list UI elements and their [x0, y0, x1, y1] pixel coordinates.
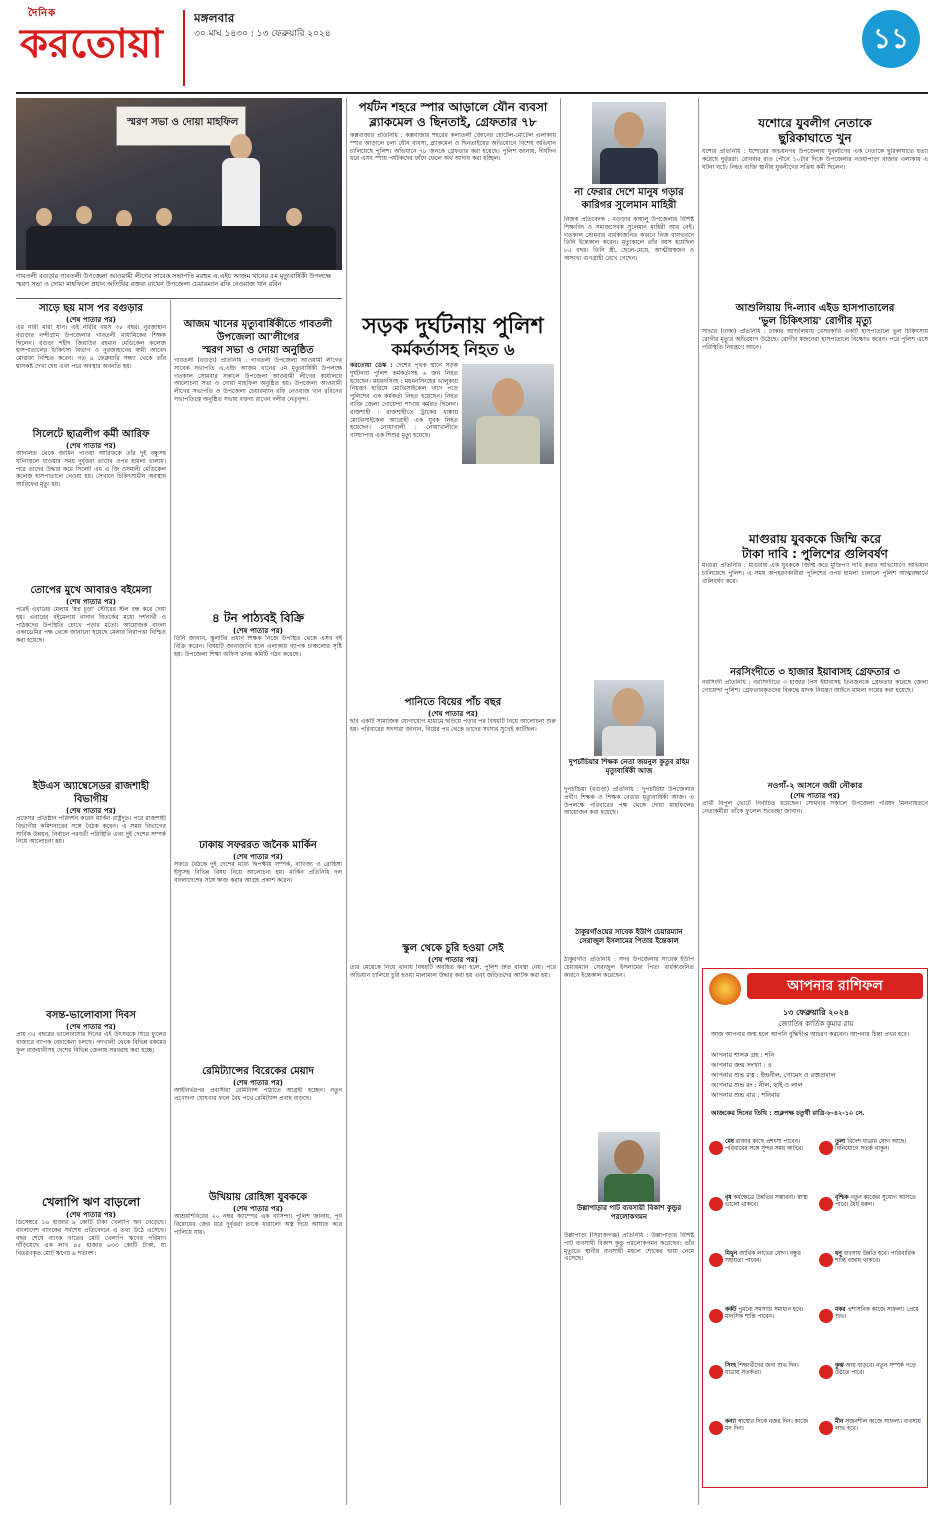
article-body: আইনির্ভরপর প্রবাসীরা রেমিট্যান্স পাঠাতে আগ্রহী হচ্ছেন। নতুন প্রণোদনা ঘোষণার ফলে বৈধ পথে রেমিট্যান্স প্রবাহ বাড়ছে।	[174, 1087, 342, 1102]
article-headline-line2: ছুরিকাঘাতে খুন	[778, 131, 852, 145]
main-headline-line2: কর্মকর্তাসহ নিহত ৬	[391, 340, 515, 359]
continuation-note: (শেষ পাতার পর)	[66, 315, 116, 324]
cancer-icon	[709, 1309, 723, 1323]
article-headline: উখিয়ায় রোহিঙ্গা যুবককে	[208, 1192, 308, 1203]
zodiac-sign-gemini	[709, 1251, 813, 1289]
divider	[16, 298, 342, 299]
audience-head	[156, 208, 172, 226]
horoscope-title: আপনার রাশিফল	[747, 973, 923, 999]
article-headline: খেলাপি ঋণ বাড়লো	[41, 1195, 141, 1209]
banner-text: স্মরণ সভা ও দোয়া মাহফিল	[127, 117, 239, 128]
sign-forecast: প্রশাসনিক কাজে সাফল্য। প্রেমে শুভ।	[835, 1307, 919, 1320]
column-divider	[346, 98, 347, 1505]
article-headline: সাড়ে ছয় মাস পর বগুড়ার	[39, 303, 143, 314]
sign-forecast: শিক্ষার্থীদের জন্য শুভ দিন। যাত্রায় সতর্কতা।	[725, 1363, 799, 1376]
continuation-note: (শেষ পাতার পর)	[790, 791, 840, 800]
header-rule	[16, 92, 928, 94]
sign-forecast: আয় বাড়বে। নতুন সম্পর্ক গড়ে উঠতে পারে।	[835, 1363, 916, 1376]
article-body: নরসিংদী প্রতিনিধি : নরসিংদীতে ৩ হাজার পিস ইয়াবাসহ তিনজনকে গ্রেফতার করেছে জেলা গোয়েন্দা পুলিশ। গ্রেফতারকৃতদের বিরুদ্ধে মাদক নিয়ন্ত্রণ আইনে মামলা দায়ের করা হয়েছে।	[702, 679, 928, 694]
sign-forecast: রাজার কাছে প্রশংসা পাবেন। পরিবারের সঙ্গে সুন্দর সময় কাটবে।	[725, 1139, 804, 1152]
sign-forecast: স্বাস্থ্যের দিকে নজর দিন। কাজে মন দিন।	[725, 1419, 808, 1432]
article-headline: ইউএস অ্যাম্বেসেডর রাজশাহী বিভাগীয়	[32, 781, 150, 805]
column-4	[564, 98, 694, 1505]
sign-name: বৃষ	[725, 1195, 732, 1201]
zodiac-sign-libra	[819, 1139, 923, 1177]
article-body: আদালত থেকে জামিন পাওয়া আরিফকে তাঁর দুই বন্ধুসহ ঘটনাস্থলে যাওয়ার সময় দুর্বৃত্তরা তাদের ওপর হামলা চালায়। পরে তাদের উদ্ধার করে সিলেট এম এ জি ওসমানী মেডিকেল কলেজ হাসপাতালে নেওয়া হয়। সেখানে চিকিৎসাধীন অবস্থায় আরিফের মৃত্যু হয়।	[16, 450, 166, 489]
row-label: আপনার শুভ রত্ন	[711, 1071, 755, 1079]
sign-name: কুম্ভ	[835, 1363, 844, 1369]
article-body: প্রফেসর প্রতিষ্ঠান পরিদর্শন করেন মার্কিন রাষ্ট্রদূত। পরে রাজশাহী বিভাগীয় কমিশনারের সঙ্গে বৈঠক করেন। এ সময় বিভাগের সার্বিক উন্নয়ন, নির্বাচন পরবর্তী পরিস্থিতি এবং দুই দেশের সম্পর্ক নিয়ে আলোচনা হয়।	[16, 815, 166, 846]
sign-text	[835, 1307, 923, 1321]
leo-icon	[709, 1365, 723, 1379]
portrait-head	[612, 688, 644, 726]
row-label: আপনার শুভ রং	[711, 1081, 753, 1089]
obituary-headline: দুপচাঁচিয়ার শিক্ষক নেতা জয়নুল কুতুব রহিম মৃত্যুবার্ষিকী আজ	[568, 758, 690, 775]
horoscope-row: আপনার শুভ রত্ন : ইন্দ্রনীল, গোমেদ ও রক্তপ্রবাল	[711, 1071, 836, 1079]
accident-story	[350, 360, 556, 690]
zodiac-sign-scorpio	[819, 1195, 923, 1233]
obituary-photo	[592, 102, 666, 184]
zodiac-sign-cancer	[709, 1307, 813, 1345]
newspaper-logo: করতোয়া	[20, 20, 163, 67]
article-body: গাবতলী (বগুড়া) প্রতিনিধি : গাবতলী উপজেলা আওয়ামী লীগের সাবেক সভাপতি এ.এইচ আজম খানের ৫ম মৃত্যুবার্ষিকী উপলক্ষে গতকাল সোমবার সকালে উপজেলা আওয়ামী লীগের কার্যালয়ে আলোচনা সভা ও দোয়া মাহফিল অনুষ্ঠিত হয়। উপজেলা আওয়ামী লীগের সভাপতি ও উপজেলা চেয়ারম্যান রফি নেওয়াজ খান রবিনের সভাপতিত্বে অনুষ্ঠিত সভায় বক্তব্য রাখেন দলীয় নেতৃবৃন্দ।	[174, 357, 342, 403]
column-1	[16, 300, 166, 1505]
horoscope-row: আপনার শুভ বার : শনিবার	[711, 1091, 780, 1099]
sign-text	[835, 1251, 923, 1265]
sign-name: মেষ	[725, 1139, 734, 1145]
sign-text	[835, 1139, 923, 1153]
sign-forecast: নতুন কাজের সুযোগ আসতে পারে। ধৈর্য ধরুন।	[835, 1195, 916, 1208]
continuation-note: (শেষ পাতার পর)	[66, 441, 116, 450]
event-banner	[116, 106, 246, 146]
article-headline: যশোরে যুবলীগ নেতাকে	[758, 116, 872, 130]
page-number: ১১	[862, 10, 920, 68]
article-headline: ঢাকায় সফররত জনৈক মার্কিন	[199, 840, 317, 851]
zodiac-sign-taurus	[709, 1195, 813, 1233]
sign-text	[725, 1419, 813, 1433]
continuation-note: (শেষ পাতার পর)	[66, 597, 116, 606]
article-headline: তোপের মুখে আবারও বইমেলা	[30, 585, 152, 596]
portrait-head	[614, 1140, 644, 1174]
capricorn-icon	[819, 1309, 833, 1323]
article-headline: বসন্ত-ভালোবাসা দিবস	[46, 1010, 136, 1021]
article-body: সাভার (ঢাকা) প্রতিনিধি : ঢাকার আশুলিয়ায় বেসরকারি একটি হাসপাতালে ভুল চিকিৎসায় রোগীর মৃত্যুর অভিযোগ উঠেছে। রোগীর স্বজনেরা হাসপাতালে বিক্ষোভ করেন। পরে পুলিশ এসে পরিস্থিতি নিয়ন্ত্রণে আনে।	[702, 328, 928, 351]
sign-forecast: সৃজনশীল কাজে সাফল্য। ব্যবসায় লাভ হবে।	[835, 1419, 921, 1432]
zodiac-grid	[709, 1139, 923, 1479]
article-headline: আশুলিয়ায় দি-ল্যাব এইড হাসপাতালের	[735, 303, 895, 314]
article-body: তিনি জানান, স্কুলটির প্রধান শিক্ষক নিজে উপস্থিত থেকে এসব বই বিক্রি করেন। বিষয়টি জানাজানি হলে এলাকায় ব্যাপক চাঞ্চল্যের সৃষ্টি হয়। উপজেলা শিক্ষা অফিস তদন্ত কমিটি গঠন করেছে।	[174, 635, 342, 658]
continuation-note: (শেষ পাতার পর)	[66, 1022, 116, 1031]
obituary-headline: উল্লাপাড়ার পাট ব্যবসায়ী বিকাশ কুন্ডুর পরলোকগমন	[576, 1204, 682, 1221]
article-body: কক্সবাজার প্রতিনিধি : কক্সবাজার শহরের কলাতলী জোনের হোটেল-মোটেল এলাকায় স্পার আড়ালে চলা যৌন ব্যবসা, ব্ল্যাকমেল ও ছিনতাইয়ের অভিযোগে বিশেষ অভিযান চালিয়েছে পুলিশ। অভিযানে ৭৮ জনকে গ্রেফতার করা হয়েছে। পুলিশ জানায়, দীর্ঘদিন ধরে এসব স্পায় পর্যটকদের ফাঁদে ফেলে অর্থ আদায় করা হচ্ছিল।	[350, 132, 556, 163]
article-body: প্রার্থী বিপুল ভোটে নির্বাচিত হয়েছেন। সোমবার সকালে উপজেলা পরিষদ মিলনায়তনে নেতাকর্মীরা তাঁকে ফুলেল শুভেচ্ছা জানান।	[702, 800, 928, 815]
column-divider	[698, 98, 699, 1505]
dateline: করতোয়া ডেস্ক :	[350, 362, 393, 369]
virgo-icon	[709, 1421, 723, 1435]
issue-date: ৩০ মাঘ ১৪৩০ : ১৩ ফেব্রুয়ারি ২০২৪	[194, 29, 331, 39]
sign-forecast: কর্মক্ষেত্রে উন্নতির সম্ভাবনা। স্বাস্থ্য ভালো থাকবে।	[725, 1195, 808, 1208]
zodiac-sign-leo	[709, 1363, 813, 1401]
horoscope-author: জ্যোতিষ কার্তিক কুমার রায়	[778, 1020, 854, 1028]
sign-text	[835, 1195, 923, 1209]
audience-head	[36, 208, 52, 226]
sign-forecast: বিদেশ যাত্রার যোগ আছে। বিনিয়োগে সতর্ক থাকুন।	[835, 1139, 907, 1152]
issue-day: মঙ্গলবার	[194, 11, 235, 25]
main-headline: সড়ক দুর্ঘটনায় পুলিশ	[362, 314, 544, 339]
gemini-icon	[709, 1253, 723, 1267]
zodiac-sign-pisces	[819, 1419, 923, 1457]
sign-name: বৃশ্চিক	[835, 1195, 849, 1201]
sign-forecast: আর্থিক লাভের যোগ। বন্ধুর সহায়তা পাবেন।	[725, 1251, 801, 1264]
aries-icon	[709, 1141, 723, 1155]
article-body: মাগুরা প্রতিনিধি : মাগুরায় এক যুবককে জিম্মি করে মুক্তিপণ দাবি করার অভিযোগে অভিযান চালিয়েছে পুলিশ। এ সময় অপহরণকারীরা পুলিশের ওপর হামলা চালালে পুলিশ আত্মরক্ষার্থে গুলিবর্ষণ করে।	[702, 562, 928, 585]
article-headline: নরসিংদীতে ৩ হাজার ইয়াবাসহ গ্রেফতার ৩	[730, 667, 900, 678]
row-value: শনি	[764, 1051, 775, 1059]
article-headline: রেমিট্যান্সের বিরেকের মেয়াদ	[202, 1066, 314, 1077]
obituary-headline: ঠাকুরগাঁওয়ের সাবেক ইউপি চেয়ারম্যান সেরাজুল ইসলামের পিতার ইন্তেকাল	[575, 928, 683, 945]
row-value: শনিবার	[761, 1091, 780, 1099]
zodiac-sign-aries	[709, 1139, 813, 1177]
article-body: প্রায় ৩৫ বছরের ভালোবাসার দিনের এই উৎসবকে ঘিরে ফুলের বাজারে ব্যাপক বেচাকেনা চলছে। গদখালী থেকে বিভিন্ন রকমের ফুল রাজধানীসহ দেশের বিভিন্ন জেলায় সরবরাহ করা হচ্ছে।	[16, 1031, 166, 1054]
zodiac-sign-capricorn	[819, 1307, 923, 1345]
article-body	[350, 362, 458, 466]
zodiac-sign-aquarius	[819, 1363, 923, 1401]
column-2	[174, 300, 342, 1505]
portrait-body	[602, 726, 656, 756]
horoscope-intro: আজ আপনার জন্ম হলে আপনি বুদ্ধিদীপ্ত আচরণ করবেন। আপনার চিন্তা প্রখর হবে।	[711, 1031, 910, 1038]
lead-headline-line2: ব্ল্যাকমেল ও ছিনতাই, গ্রেফতার ৭৮	[369, 115, 537, 129]
article-headline: ৪ টন পাঠ্যবই বিক্রি	[211, 611, 305, 625]
sagittarius-icon	[819, 1253, 833, 1267]
article-body: দুপচাঁচিয়া (বগুড়া) প্রতিনিধি : দুপচাঁচিয়া উপজেলার প্রবীণ শিক্ষক ও শিক্ষক নেতার মৃত্যুবার্ষিকী আজ। এ উপলক্ষে পরিবারের পক্ষ থেকে দোয়া মাহফিলের আয়োজন করা হয়েছে।	[564, 786, 694, 817]
horoscope-row: আপনার শাসক গ্রহ : শনি	[711, 1051, 775, 1059]
sign-text	[725, 1139, 813, 1153]
article-body: সফরে বৈঠকে দুই দেশের মধ্যে দ্বিপক্ষীয় সম্পর্ক, বাণিজ্য ও রোহিঙ্গা ইস্যুসহ বিভিন্ন বিষয় নিয়ে আলোচনা হয়। মার্কিন প্রতিনিধি দল বাংলাদেশের সঙ্গে কাজ করার আগ্রহ প্রকাশ করেন।	[174, 861, 342, 884]
article-body: এর নারী মারা যান। এই নারীর বয়স ৩৮ বছর। নুরজাহান বগুড়ার নন্দীগ্রাম উপজেলার গাবতলী মাধ্যমিকের শিক্ষক ছিলেন। বগুড়া শহীদ জিয়াউর রহমান মেডিকেল কলেজ হাসপাতালের চিকিৎসা বিভাগ ও নুরজাহানের স্বামী আবেদ মোস্তফা নিশ্চিত করেন। গত ৯ ফেব্রুয়ারি সন্ধ্যা থেকে তাঁর শ্বাসকষ্ট দেখা দেয় এবং পরে অবস্থার অবনতি হয়।	[16, 324, 166, 370]
continuation-note: (শেষ পাতার পর)	[66, 806, 116, 815]
sign-forecast: ব্যবসায় উন্নতি হবে। পারিবারিক শান্তি বজায় থাকবে।	[835, 1251, 915, 1264]
sign-text	[725, 1363, 813, 1377]
sign-name: মিথুন	[725, 1251, 738, 1257]
article-headline-line2: স্মরণ সভা ও দোয়া অনুষ্ঠিত	[202, 345, 314, 356]
officer-body	[476, 416, 540, 464]
sign-forecast: পুরনো সমস্যার সমাধান হবে। মানসিক শান্তি পাবেন।	[725, 1307, 804, 1320]
article-headline: নওগাঁ-২ আসনে জয়ী নৌকার	[767, 781, 863, 790]
trader-photo	[598, 1132, 660, 1202]
horoscope-tithi: আজকের দিনের তিথি : শুক্লপক্ষ চতুর্থী রাত্রি-৮-৪২-১০ সে.	[711, 1109, 865, 1117]
brand-prefix: দৈনিক	[28, 8, 57, 19]
scorpio-icon	[819, 1197, 833, 1211]
taurus-icon	[709, 1197, 723, 1211]
row-label: আপনার জন্ম সংখ্যা	[711, 1061, 762, 1069]
continuation-note: (শেষ পাতার পর)	[233, 626, 283, 635]
portrait-body	[600, 148, 658, 184]
teacher-photo	[594, 680, 664, 756]
masthead	[0, 0, 945, 100]
sign-name: ধনু	[835, 1251, 842, 1257]
sign-name: কর্কট	[725, 1307, 737, 1313]
column-5	[702, 98, 928, 964]
sign-name: কন্যা	[725, 1419, 736, 1425]
officer-head	[492, 378, 524, 416]
photo-caption: গাবতলী বগুড়ার গাবতলী উপজেলা আওয়ামী লীগের সাবেক সভাপতি মরহুম এ.এইচ আজম খানের ৫ম মৃত্যুবার্ষিকী উপলক্ষে স্মরণ সভা ও দোয়া মাহফিলে প্রধান অতিথির বক্তব্য রাখেন উপজেলা চেয়ারম্যান রফি নেওয়াজ খান রবিন	[16, 272, 331, 288]
sign-name: সিংহ	[725, 1363, 737, 1369]
article-body: ঠাকুরগাঁও প্রতিনিধি : সদর উপজেলার সাবেক ইউপি চেয়ারম্যান সেরাজুল ইসলামের পিতা বার্ধক্যজনিত কারণে ইন্তেকাল করেছেন।	[564, 956, 694, 979]
audience-head	[76, 206, 92, 224]
speaker-head	[230, 134, 252, 160]
sign-text	[835, 1419, 923, 1433]
row-value: নীল, ছাই ও লাল	[758, 1081, 803, 1089]
horoscope-date: ১৩ ফেব্রুয়ারি ২০২৪	[782, 1008, 850, 1017]
lead-headline: পর্যটন শহরে স্পার আড়ালে যৌন ব্যবসা	[358, 100, 548, 114]
article-headline: মাগুরায় যুবককে জিম্মি করে	[748, 532, 881, 546]
sign-text	[725, 1195, 813, 1209]
portrait-head	[614, 112, 644, 148]
column-divider	[170, 300, 171, 1505]
article-body: ডিসেম্বরে ১৬ হাজার ৯ কোটি টাকা খেলাপি ঋণ বেড়েছে। বাংলাদেশ ব্যাংকের সর্বশেষ প্রতিবেদনে এ তথ্য উঠে এসেছে। বছর শেষে ব্যাংক খাতের মোট খেলাপি ঋণের পরিমাণ দাঁড়িয়েছে এক লাখ ৪৫ হাজার ৬৩৩ কোটি টাকা, যা বিতরণকৃত মোট ঋণের ৯ শতাংশ।	[16, 1219, 166, 1258]
sign-name: মকর	[835, 1307, 846, 1313]
article-headline-line2: টাকা দাবি : পুলিশের গুলিবর্ষণ	[742, 547, 888, 561]
article-body: উল্লাপাড়া (সিরাজগঞ্জ) প্রতিনিধি : উল্লাপাড়ার বিশিষ্ট পাট ব্যবসায়ী বিকাশ কুন্ডু পরলোকগমন করেছেন। তাঁর মৃত্যুতে স্থানীয় ব্যবসায়ী মহলে শোকের ছায়া নেমে এসেছে।	[564, 1232, 694, 1263]
column-3	[350, 98, 556, 1505]
article-body: যশোর প্রতিনিধি : যশোরের অভয়নগর উপজেলায় যুবলীগের এক নেতাকে ছুরিকাঘাতে হত্যা করেছে দুর্বৃত্তরা। রোববার রাত পৌনে ১০টার দিকে উপজেলার নওয়াপাড়া বাজার এলাকায় এ ঘটনা ঘটে। নিহত ব্যক্তি স্থানীয় যুবলীগের সক্রিয় কর্মী ছিলেন।	[702, 148, 928, 171]
row-label: আপনার শুভ বার	[711, 1091, 756, 1099]
row-value: ইন্দ্রনীল, গোমেদ ও রক্তপ্রবাল	[760, 1071, 836, 1079]
continuation-note: (শেষ পাতার পর)	[66, 1210, 116, 1219]
continuation-note: (শেষ পাতার পর)	[428, 709, 478, 718]
accident-body: দেশের পৃথক স্থানে সড়ক দুর্ঘটনায় পুলিশ কর্মকর্তাসহ ৬ জন নিহত হয়েছেন। ময়মনসিংহ : ময়মনসিংহের ভালুকায় নিয়ন্ত্রণ হারিয়ে মোটরসাইকেল খাদে পড়ে পুলিশের এক কর্মকর্তা নিহত হয়েছেন। নিহত ব্যক্তি জেলা গোয়েন্দা শাখায় কর্মরত ছিলেন। রাজশাহী : রাজশাহীতে ট্রাকের ধাক্কায় মোটরসাইকেল আরোহী এক যুবক নিহত হয়েছেন। নোয়াখালী : নোয়াখালীতে বাসচাপায় এক শিশুর মৃত্যু হয়েছে।	[350, 362, 458, 440]
article-body: নিজস্ব প্রতিবেদক : বগুড়ার কাহালু উপজেলার বিশিষ্ট শিক্ষাবিদ ও সমাজসেবক সুলেমান মাহিরী আর নেই। গতকাল সোমবার বার্ধক্যজনিত কারণে নিজ বাসভবনে তিনি ইন্তেকাল করেন। মৃত্যুকালে তাঁর বয়স হয়েছিল ৮৫ বছর। তিনি স্ত্রী, ছেলে-মেয়ে, আত্মীয়স্বজন ও অসংখ্য গুণগ্রাহী রেখে গেছেন।	[564, 216, 694, 262]
article-headline: পানিতে বিয়ের পাঁচ বছর	[404, 697, 502, 708]
officer-photo	[462, 364, 554, 464]
audience-body	[26, 226, 336, 270]
audience-head	[286, 208, 302, 226]
sign-name: তুলা	[835, 1139, 846, 1145]
column-divider	[560, 98, 561, 1505]
obituary-headline: না ফেরার দেশে মানুষ গড়ার কারিগর সুলেমান মাহিরী	[574, 187, 684, 211]
portrait-body	[604, 1174, 654, 1202]
aquarius-icon	[819, 1365, 833, 1379]
article-headline: আজম খানের মৃত্যুবার্ষিকীতে গাবতলী উপজেলা আ'লীগের	[183, 319, 333, 343]
pisces-icon	[819, 1421, 833, 1435]
row-value: ৪	[767, 1061, 772, 1069]
zodiac-wheel-icon	[709, 973, 741, 1005]
masthead-divider	[183, 10, 185, 86]
continuation-note: (শেষ পাতার পর)	[233, 1204, 283, 1213]
sign-text	[725, 1307, 813, 1321]
continuation-note: (শেষ পাতার পর)	[233, 1078, 283, 1087]
article-body: আশ্রয়শিবিরের ২০ নম্বর ক্যাম্পের এক বাসিন্দা। পুলিশ জানায়, পূর্ব বিরোধের জের ধরে দুর্বৃত্তরা তাকে ধারালো অস্ত্র দিয়ে আঘাত করে পালিয়ে যায়।	[174, 1213, 342, 1236]
horoscope-row: আপনার শুভ রং : নীল, ছাই ও লাল	[711, 1081, 803, 1089]
libra-icon	[819, 1141, 833, 1155]
horoscope-box	[702, 968, 928, 1488]
continuation-note: (শেষ পাতার পর)	[233, 852, 283, 861]
sign-name: মীন	[835, 1419, 844, 1425]
sign-text	[725, 1251, 813, 1265]
row-label: আপনার শাসক গ্রহ	[711, 1051, 759, 1059]
event-photo	[16, 98, 342, 270]
sign-text	[835, 1363, 923, 1377]
article-headline-line2: 'ভুল চিকিৎসায়' রোগীর মৃত্যু	[758, 316, 872, 327]
zodiac-sign-virgo	[709, 1419, 813, 1457]
zodiac-sign-sagittarius	[819, 1251, 923, 1289]
continuation-note: (শেষ পাতার পর)	[428, 955, 478, 964]
article-headline: স্কুল থেকে চুরি হওয়া সেই	[402, 943, 504, 954]
horoscope-row: আপনার জন্ম সংখ্যা : ৪	[711, 1061, 772, 1069]
article-body: ছবি একটি সামাজিক যোগাযোগ মাধ্যমে ছড়িয়ে পড়ার পর বিষয়টি নিয়ে আলোচনা শুরু হয়। পরিবারের সদস্যরা জানান, বিয়ের পর থেকে তাদের সংসার সুখেই কাটছিল।	[350, 718, 556, 733]
article-body: তার মেয়েকে নিয়ে থানায় বিষয়টি অবহিত করা হলে, পুলিশ দ্রুত ব্যবস্থা নেয়। পরে অভিযান চালিয়ে চুরি হওয়া মালামাল উদ্ধার করা হয় এবং জড়িতদের আটক করা হয়।	[350, 964, 556, 979]
article-body: পরেই এবারের মেলায় 'স্বপ্ন চূড়া' স্টোরের স্টল বন্ধ করে দেয়া হয়। এবারের বইমেলায় নানান বিতর্কের মধ্যে দর্শনার্থী ও পাঠকদের উপস্থিতি চোখে পড়ার মতো। আয়োজক বাংলা একাডেমির পক্ষ থেকে জানানো হয়েছে মেলার নিরাপত্তা নিশ্চিত করা হয়েছে।	[16, 606, 166, 645]
article-headline: সিলেটে ছাত্রলীগ কর্মী আরিফ	[32, 429, 150, 440]
